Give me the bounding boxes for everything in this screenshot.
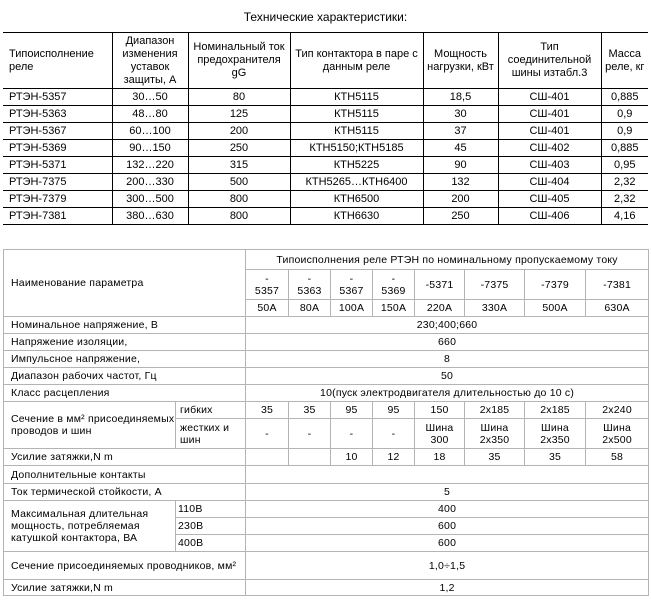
- cell-power: 37: [423, 123, 498, 140]
- param-value: 5: [246, 484, 649, 501]
- model-code-number: -7375: [480, 278, 509, 291]
- row-nominal-voltage: [4, 317, 649, 334]
- cell-contactor: КТН6630: [290, 208, 423, 225]
- cell-power: 200: [423, 191, 498, 208]
- cell-contactor: КТН5225: [290, 157, 423, 174]
- flex-label: гибких: [176, 402, 246, 419]
- cell-power: 90: [423, 157, 498, 174]
- torque-value: [289, 449, 331, 466]
- model-code-number: -5371: [425, 278, 454, 291]
- cell-model: РТЭН-7379: [3, 191, 112, 208]
- section-flex-value: 35: [289, 402, 331, 419]
- model-code: [289, 270, 331, 300]
- group-header: Типоисполнения реле РТЭН по номинальному пропускаемому току: [246, 250, 649, 270]
- model-code: [331, 270, 373, 300]
- section-flex-value: 2х240: [586, 402, 649, 419]
- cell-power: 30: [423, 106, 498, 123]
- cell-contactor: КТН5150;КТН5185: [290, 140, 423, 157]
- row-aux-section: [4, 552, 649, 580]
- section-rigid-line: 2х500: [602, 433, 632, 446]
- section-rigid-value: [246, 419, 289, 449]
- section-flex-value: 95: [331, 402, 373, 419]
- table-row: [3, 174, 648, 191]
- cell-power: 250: [423, 208, 498, 225]
- section-rigid-value: [289, 419, 331, 449]
- cell-busbar: СШ-405: [498, 191, 601, 208]
- coil-voltage: 110В: [176, 501, 246, 518]
- cell-fuse: 800: [188, 208, 290, 225]
- cell-range: 30…50: [112, 89, 188, 106]
- coil-power-value: 400: [246, 501, 649, 518]
- cell-range: 48…80: [112, 106, 188, 123]
- section-rigid-line: -: [307, 427, 312, 440]
- row-impulse-voltage: [4, 351, 649, 368]
- cell-range: 60…100: [112, 123, 188, 140]
- header-model: Типоисполнение реле: [3, 33, 112, 89]
- row-extra-contacts: [4, 466, 649, 484]
- cell-model: РТЭН-5357: [3, 89, 112, 106]
- section-rigid-value: [525, 419, 586, 449]
- cell-mass: 0,885: [601, 89, 648, 106]
- model-code: [465, 270, 525, 300]
- coil-power-value: 600: [246, 535, 649, 552]
- torque-value: 35: [465, 449, 525, 466]
- cell-range: 380…630: [112, 208, 188, 225]
- param-value: 50: [246, 368, 649, 385]
- section-rigid-line: 2х350: [540, 433, 570, 446]
- cell-busbar: СШ-401: [498, 89, 601, 106]
- torque-value: 58: [586, 449, 649, 466]
- param-label: Сечение присоединяемых проводников, мм²: [4, 552, 246, 580]
- model-code-number: -7379: [541, 278, 569, 291]
- model-code: [415, 270, 465, 300]
- cell-fuse: 80: [188, 89, 290, 106]
- coil-voltage: 400В: [176, 535, 246, 552]
- torque-value: [246, 449, 289, 466]
- cell-model: РТЭН-5367: [3, 123, 112, 140]
- section-rigid-value: [586, 419, 649, 449]
- table-row: [3, 89, 648, 106]
- cell-fuse: 800: [188, 191, 290, 208]
- table-row: [3, 106, 648, 123]
- section-flex-value: 95: [373, 402, 415, 419]
- param-label: Диапазон рабочих частот, Гц: [4, 368, 246, 385]
- cell-power: 132: [423, 174, 498, 191]
- model-dash: -: [307, 272, 312, 285]
- param-label: Класс расцепления: [4, 385, 246, 402]
- param-value: 10(пуск электродвигателя длительностью до 10 с): [246, 385, 649, 402]
- model-amp: 80А: [289, 300, 331, 317]
- param-value: 8: [246, 351, 649, 368]
- page-title: Технические характеристики:: [243, 10, 408, 24]
- cell-range: 90…150: [112, 140, 188, 157]
- row-frequency: [4, 368, 649, 385]
- model-dash: -: [265, 272, 269, 285]
- cell-model: РТЭН-5369: [3, 140, 112, 157]
- section-rigid-line: Шина: [541, 421, 569, 434]
- param-label: Усилие затяжки,N m: [4, 449, 246, 466]
- model-code: [246, 270, 289, 300]
- model-code-number: 5367: [339, 284, 364, 297]
- param-value: 1,0÷1,5: [246, 552, 649, 580]
- model-code-number: -7381: [603, 278, 631, 291]
- section-rigid-value: [373, 419, 415, 449]
- model-code-number: 5357: [254, 284, 280, 297]
- model-amp: 500А: [525, 300, 586, 317]
- cell-busbar: СШ-404: [498, 174, 601, 191]
- header-range: Диапазон изменения уставок защиты, А: [112, 33, 188, 89]
- cell-busbar: СШ-403: [498, 157, 601, 174]
- cell-model: РТЭН-5363: [3, 106, 112, 123]
- cell-fuse: 200: [188, 123, 290, 140]
- coil-voltage: 230В: [176, 518, 246, 535]
- param-value: 660: [246, 334, 649, 351]
- coil-power-value: 600: [246, 518, 649, 535]
- section-flex-value: 35: [246, 402, 289, 419]
- torque-value: 35: [525, 449, 586, 466]
- torque-value: 12: [373, 449, 415, 466]
- cell-busbar: СШ-401: [498, 106, 601, 123]
- row-thermal-current: [4, 484, 649, 501]
- model-code-number: 5363: [297, 284, 322, 297]
- section-rigid-line: 2х350: [479, 433, 510, 446]
- cell-range: 132…220: [112, 157, 188, 174]
- section-flex-value: 2х185: [525, 402, 586, 419]
- torque-value: 10: [331, 449, 373, 466]
- row-section-flex: [4, 402, 649, 419]
- table-row: [3, 208, 648, 225]
- cell-fuse: 315: [188, 157, 290, 174]
- cell-mass: 4,16: [601, 208, 648, 225]
- table-row: [3, 123, 648, 140]
- section-rigid-value: [465, 419, 525, 449]
- model-amp: 100А: [331, 300, 373, 317]
- cell-range: 300…500: [112, 191, 188, 208]
- section-rigid-value: [331, 419, 373, 449]
- cell-fuse: 500: [188, 174, 290, 191]
- cell-model: РТЭН-7375: [3, 174, 112, 191]
- model-amp: 330А: [465, 300, 525, 317]
- model-amp: 220А: [415, 300, 465, 317]
- cell-contactor: КТН5115: [290, 106, 423, 123]
- row-trip-class: [4, 385, 649, 402]
- model-code: [525, 270, 586, 300]
- row-aux-torque: [4, 580, 649, 596]
- specs-table-header: [3, 33, 648, 89]
- cell-contactor: КТН6500: [290, 191, 423, 208]
- header-busbar: Тип соединительной шины изтабл.3: [498, 33, 601, 89]
- param-label: Напряжение изоляции,: [4, 334, 246, 351]
- param-value: [246, 466, 649, 484]
- model-code-number: 5369: [381, 284, 406, 297]
- section-flex-value: 2х185: [465, 402, 525, 419]
- row-insulation-voltage: [4, 334, 649, 351]
- param-name-header: Наименование параметра: [4, 250, 246, 317]
- cell-model: РТЭН-7381: [3, 208, 112, 225]
- param-label: Импульсное напряжение,: [4, 351, 246, 368]
- cell-model: РТЭН-5371: [3, 157, 112, 174]
- section-rigid-line: -: [391, 427, 396, 440]
- cell-power: 18,5: [423, 89, 498, 106]
- param-value: 230;400;660: [246, 317, 649, 334]
- table-row: [3, 157, 648, 174]
- param-label: Ток термической стойкости, А: [4, 484, 246, 501]
- model-amp: 630А: [586, 300, 649, 317]
- section-rigid-line: Шина: [425, 421, 454, 434]
- model-amp: 50А: [246, 300, 289, 317]
- table-row: [3, 140, 648, 157]
- cell-contactor: КТН5115: [290, 123, 423, 140]
- section-rigid-line: Шина: [603, 421, 632, 434]
- model-code: [373, 270, 415, 300]
- param-value: 1,2: [246, 580, 649, 596]
- section-rigid-line: -: [349, 427, 354, 440]
- cell-mass: 2,32: [601, 191, 648, 208]
- header-fuse: Номинальный ток предохранителя gG: [188, 33, 290, 89]
- param-label: Усилие затяжки,N m: [4, 580, 246, 596]
- cell-power: 45: [423, 140, 498, 157]
- cell-mass: 2,32: [601, 174, 648, 191]
- cell-contactor: КТН5265…КТН6400: [290, 174, 423, 191]
- cell-mass: 0,885: [601, 140, 648, 157]
- coil-power-label: Максимальная длительная мощность, потребляемая катушкой контактора, ВА: [4, 501, 176, 552]
- section-label: Сечение в мм² присоединяемых проводов и шин: [4, 402, 176, 449]
- section-flex-value: 150: [415, 402, 465, 419]
- header-mass: Масса реле, кг: [601, 33, 648, 89]
- cell-busbar: СШ-402: [498, 140, 601, 157]
- param-label: Дополнительные контакты: [4, 466, 246, 484]
- cell-fuse: 125: [188, 106, 290, 123]
- cell-mass: 0,95: [601, 157, 648, 174]
- rigid-label: жестких и шин: [176, 419, 246, 449]
- row-coil-power-110: [4, 501, 649, 518]
- section-rigid-value: [415, 419, 465, 449]
- row-torque: [4, 449, 649, 466]
- table-row: [3, 191, 648, 208]
- cell-mass: 0,9: [601, 123, 648, 140]
- cell-mass: 0,9: [601, 106, 648, 123]
- torque-value: 18: [415, 449, 465, 466]
- cell-fuse: 250: [188, 140, 290, 157]
- cell-range: 200…330: [112, 174, 188, 191]
- cell-busbar: СШ-406: [498, 208, 601, 225]
- cell-busbar: СШ-401: [498, 123, 601, 140]
- model-code: [586, 270, 649, 300]
- section-rigid-line: Шина: [480, 421, 509, 434]
- specs-table: [3, 32, 648, 225]
- cell-contactor: КТН5115: [290, 89, 423, 106]
- section-rigid-line: -: [265, 427, 269, 440]
- section-rigid-line: 300: [430, 433, 449, 446]
- model-amp: 150А: [373, 300, 415, 317]
- header-power: Мощность нагрузки, кВт: [423, 33, 498, 89]
- model-dash: -: [391, 272, 396, 285]
- params-table: [3, 249, 649, 596]
- param-label: Номинальное напряжение, В: [4, 317, 246, 334]
- header-contactor: Тип контактора в паре с данным реле: [290, 33, 423, 89]
- model-dash: -: [349, 272, 354, 285]
